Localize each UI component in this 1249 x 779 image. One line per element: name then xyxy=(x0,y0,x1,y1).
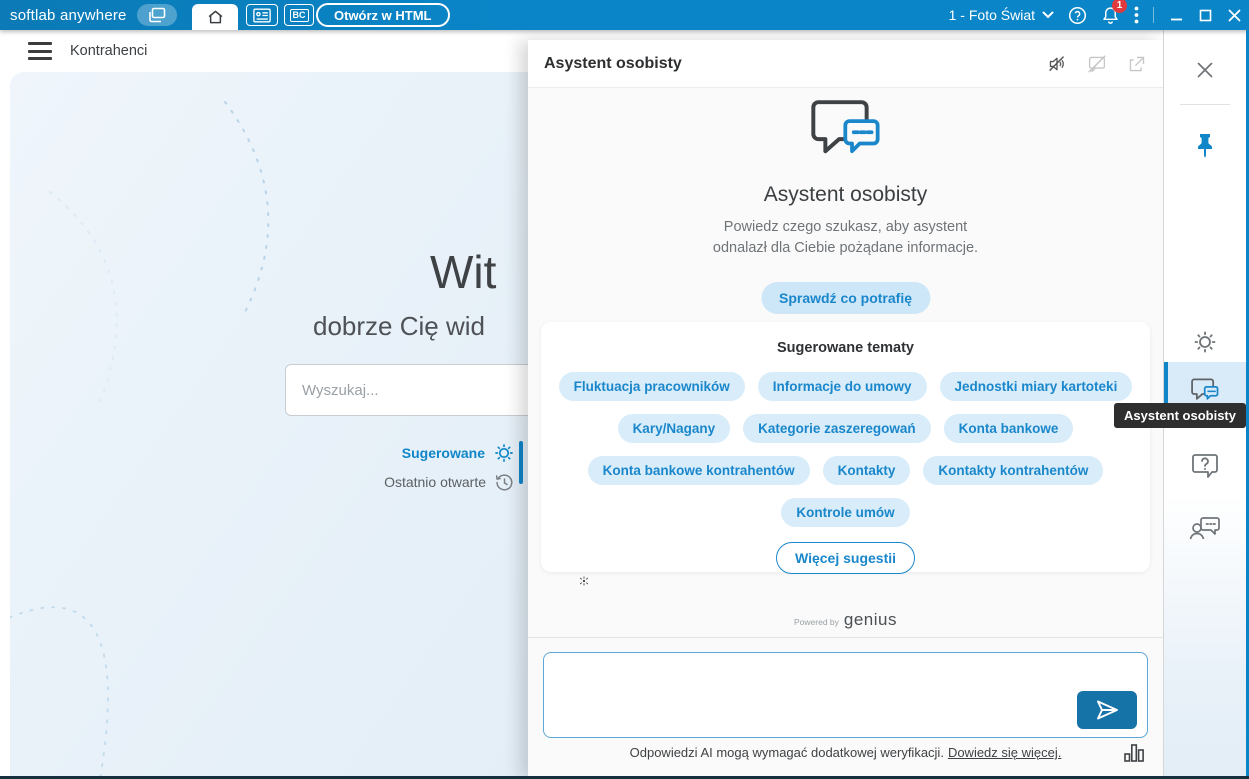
history-icon xyxy=(494,472,515,493)
recently-opened-label: Ostatnio otwarte xyxy=(384,474,486,490)
topic-chip[interactable]: Kary/Nagany xyxy=(618,414,731,443)
suggested-topics-card xyxy=(541,322,1150,572)
minimize-button[interactable] xyxy=(1170,9,1183,22)
assistant-title: Asystent osobisty xyxy=(544,54,682,72)
send-button[interactable] xyxy=(1077,691,1137,729)
hero-subtitle-line2: odnalazł dla Ciebie pożądane informacje. xyxy=(712,240,979,257)
powered-by-label: Powered by xyxy=(794,617,839,627)
page-title: Kontrahenci xyxy=(70,43,148,59)
rail-item-suggestions[interactable] xyxy=(1164,320,1246,364)
rail-divider xyxy=(1180,104,1230,105)
home-icon xyxy=(206,8,225,26)
bc-tab-label: BC xyxy=(290,9,309,22)
ai-disclaimer xyxy=(528,745,1163,760)
question-bubble-icon xyxy=(1190,452,1220,480)
page-toolbar xyxy=(0,30,528,72)
app-name: softlab anywhere xyxy=(10,6,127,24)
genius-logo: genius xyxy=(843,610,897,629)
new-chat-disabled-icon[interactable] xyxy=(1087,55,1107,73)
notification-badge: 1 xyxy=(1112,0,1127,13)
company-name: 1 - Foto Świat xyxy=(948,7,1035,23)
close-icon xyxy=(1195,60,1215,80)
titlebar xyxy=(0,0,1249,30)
topic-chip[interactable]: Fluktuacja pracowników xyxy=(559,372,745,401)
chat-input-container xyxy=(543,652,1148,738)
pin-panel-button[interactable] xyxy=(1164,126,1246,166)
topic-chip[interactable]: Informacje do umowy xyxy=(758,372,927,401)
idea-icon xyxy=(493,442,515,464)
tab-news[interactable] xyxy=(246,4,278,26)
more-menu-button[interactable] xyxy=(1134,6,1139,24)
open-in-html-button[interactable]: Otwórz w HTML xyxy=(316,3,450,27)
assistant-hero-title: Asystent osobisty xyxy=(763,183,928,206)
topic-chip[interactable]: Konta bankowe kontrahentów xyxy=(588,456,810,485)
topic-chip[interactable]: Jednostki miary kartoteki xyxy=(940,372,1133,401)
stacked-windows-icon xyxy=(148,7,166,23)
company-selector[interactable] xyxy=(949,7,1054,23)
suggested-label: Sugerowane xyxy=(401,445,485,461)
welcome-subheading: dobrze Cię wid xyxy=(313,311,485,341)
workspaces-button[interactable] xyxy=(137,4,177,26)
assistant-hero-subtitle xyxy=(528,217,1163,259)
learn-more-link[interactable]: Dowiedz się więcej. xyxy=(947,745,1062,760)
topic-chip[interactable]: Kontakty kontrahentów xyxy=(923,456,1103,485)
idea-icon xyxy=(1192,329,1218,355)
welcome-heading: Wit xyxy=(430,246,497,298)
menu-button[interactable] xyxy=(28,42,52,60)
rail-item-community[interactable] xyxy=(1164,502,1246,550)
assistant-tooltip: Asystent osobisty xyxy=(1114,403,1246,428)
usage-stats-icon[interactable] xyxy=(1123,740,1145,764)
assistant-header xyxy=(528,40,1163,88)
send-icon xyxy=(1094,699,1120,721)
topic-chip[interactable]: Kontakty xyxy=(823,456,911,485)
topic-chip[interactable]: Kategorie zaszeregowań xyxy=(743,414,931,443)
check-abilities-button[interactable]: Sprawdź co potrafię xyxy=(761,282,930,314)
topic-chip[interactable]: Kontrole umów xyxy=(781,498,909,527)
people-chat-icon xyxy=(1189,511,1221,541)
suggested-active-indicator xyxy=(519,441,523,484)
chat-input[interactable] xyxy=(552,659,1062,729)
assistant-hero-icon xyxy=(528,96,1163,172)
titlebar-separator xyxy=(1153,7,1154,23)
notifications-button[interactable] xyxy=(1101,0,1123,25)
panel-divider xyxy=(528,637,1163,638)
powered-by xyxy=(528,610,1163,630)
titlebar-right xyxy=(949,0,1241,30)
contact-card-icon xyxy=(253,8,271,23)
more-suggestions-button[interactable]: Więcej sugestii xyxy=(776,542,915,574)
close-panel-button[interactable] xyxy=(1164,52,1246,88)
hero-subtitle-line1: Powiedz czego szukasz, aby asystent xyxy=(723,219,968,235)
decorative-lines xyxy=(10,72,610,779)
pin-icon xyxy=(1194,133,1216,159)
chevron-down-icon xyxy=(1042,11,1054,19)
tab-home[interactable] xyxy=(192,4,238,30)
mute-icon[interactable] xyxy=(1047,55,1067,73)
close-window-button[interactable] xyxy=(1228,9,1241,22)
maximize-button[interactable] xyxy=(1199,9,1212,22)
topics-title: Sugerowane tematy xyxy=(777,340,914,356)
topic-chip[interactable]: Konta bankowe xyxy=(944,414,1074,443)
suggested-tab[interactable] xyxy=(275,440,515,466)
tab-bc[interactable] xyxy=(284,4,314,26)
disclaimer-text: Odpowiedzi AI mogą wymagać dodatkowej weryfikacji. xyxy=(629,745,944,760)
help-button[interactable] xyxy=(1068,6,1087,25)
recently-opened-tab[interactable] xyxy=(275,469,515,495)
genius-spark-icon xyxy=(578,576,590,586)
share-icon[interactable] xyxy=(1127,55,1147,73)
rail-item-help-chat[interactable] xyxy=(1164,444,1246,488)
assistant-panel xyxy=(528,40,1163,779)
